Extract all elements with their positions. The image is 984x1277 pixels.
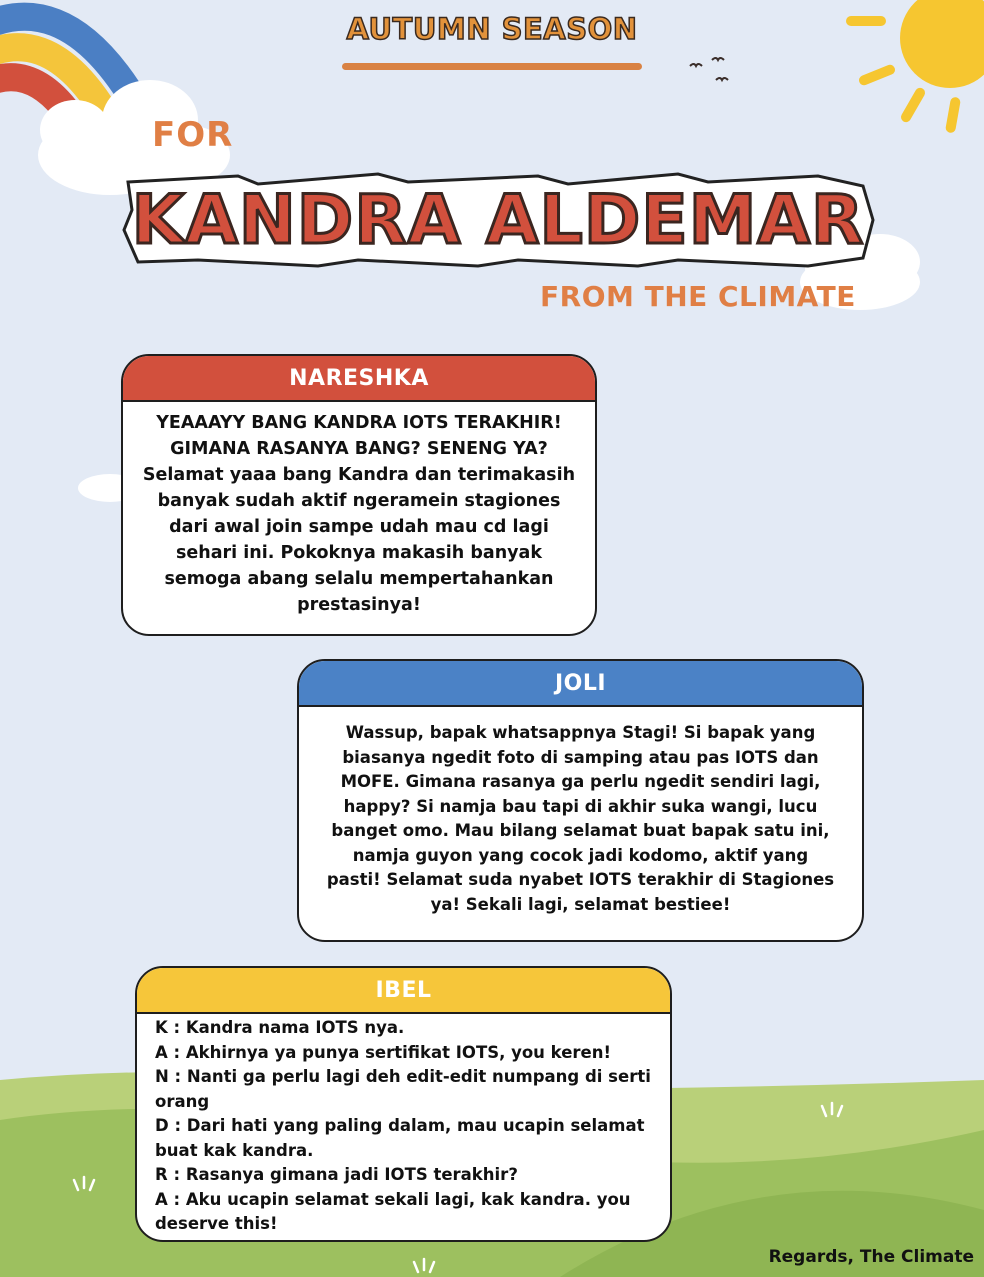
message-card-ibel: [135, 966, 672, 1242]
message-line: Wassup, bapak whatsappnya Stagi! Si bapak yang: [345, 723, 816, 742]
for-label: FOR: [152, 115, 234, 155]
dialog-line: N : Nanti ga perlu lagi deh edit-edit numpang di serti orang: [155, 1067, 651, 1111]
message-line: banget omo. Mau bilang selamat buat bapak satu ini,: [331, 821, 830, 840]
dialog-speaker: N: [155, 1067, 169, 1086]
card-title: IBEL: [137, 968, 670, 1014]
dialog-text: Dari hati yang paling dalam, mau ucapin selamat buat kak kandra.: [155, 1116, 645, 1160]
message-line: ya! Sekali lagi, selamat bestiee!: [430, 894, 731, 914]
message-line: semoga abang selalu mempertahankan: [164, 569, 554, 589]
dialog-text: Rasanya gimana jadi IOTS terakhir?: [185, 1165, 518, 1184]
message-line: happy? Si namja bau tapi di akhir suka wangi, lucu: [343, 796, 818, 816]
dialog-text: Akhirnya ya punya sertifikat IOTS, you keren!: [185, 1042, 611, 1062]
message-line: YEAAAYY BANG KANDRA IOTS TERAKHIR!: [156, 413, 562, 433]
message-card-joli: [297, 659, 864, 942]
card-message: [299, 707, 862, 925]
dialog-line: R : Rasanya gimana jadi IOTS terakhir?: [155, 1163, 656, 1188]
message-line: prestasinya!: [297, 595, 421, 615]
card-title: JOLI: [299, 661, 862, 707]
regards-signature: Regards, The Climate: [768, 1247, 974, 1267]
season-underline: [342, 63, 642, 70]
message-line: GIMANA RASANYA BANG? SENENG YA?: [170, 439, 548, 459]
dialog-speaker: A: [155, 1189, 168, 1209]
dialog-speaker: R: [155, 1165, 168, 1184]
message-line: biasanya ngedit foto di samping atau pas IOTS dan: [342, 747, 819, 767]
message-line: sehari ini. Pokoknya makasih banyak: [175, 543, 543, 563]
dialog-speaker: K: [155, 1018, 168, 1037]
message-line: namja guyon yang cocok jadi kodomo, aktif yang: [352, 845, 809, 865]
message-line: pasti! Selamat suda nyabet IOTS terakhir di Stagiones: [326, 870, 835, 889]
dialog-text: Nanti ga perlu lagi deh edit-edit numpang di serti orang: [155, 1067, 651, 1111]
dialog-line: K : Kandra nama IOTS nya.: [155, 1016, 656, 1041]
dialog-line: A : Aku ucapin selamat sekali lagi, kak kandra. you deserve this!: [155, 1189, 631, 1233]
dialog-text: Kandra nama IOTS nya.: [185, 1018, 405, 1037]
dialog-speaker: A: [155, 1042, 168, 1062]
season-title: AUTUMN SEASON: [346, 12, 638, 46]
dialog-line: A : Akhirnya ya punya sertifikat IOTS, you keren!: [155, 1041, 656, 1066]
dialog-speaker: D: [155, 1116, 169, 1135]
dialog-text: Aku ucapin selamat sekali lagi, kak kandra. you deserve this!: [155, 1189, 631, 1233]
message-line: Selamat yaaa bang Kandra dan terimakasih: [142, 465, 576, 485]
from-label: FROM THE CLIMATE: [540, 280, 856, 313]
message-line: MOFE. Gimana rasanya ga perlu ngedit sendiri lagi,: [340, 772, 821, 791]
recipient-banner: [118, 170, 878, 270]
message-line: banyak sudah aktif ngeramein stagiones: [157, 491, 561, 511]
recipient-name: KANDRA ALDEMAR: [131, 180, 865, 260]
message-line: dari awal join sampe udah mau cd lagi: [169, 517, 549, 537]
card-message: [123, 402, 595, 626]
message-card-nareshka: [121, 354, 597, 636]
dialog-line: D : Dari hati yang paling dalam, mau ucapin selamat buat kak kandra.: [155, 1116, 645, 1160]
card-title: NARESHKA: [123, 356, 595, 402]
card-dialog: [137, 1014, 670, 1237]
